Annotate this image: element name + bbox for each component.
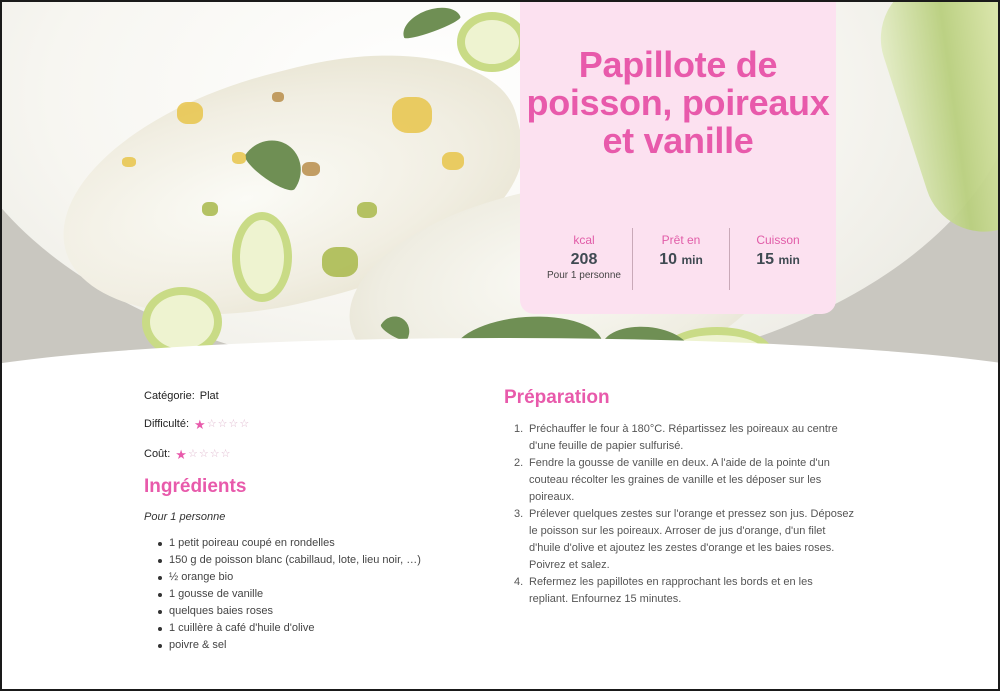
recipe-stats <box>536 228 826 290</box>
pistachio-crumb <box>177 102 203 124</box>
step-text: Prélever quelques zestes sur l'orange et pressez son jus. Déposez le poisson sur les poireaux. Arroser de jus d'orange, d'un filet d'huile d'olive et ajoutez les zestes d'orange et les baies roses. Poivrez et salez. <box>529 508 854 571</box>
stat-label: Prêt en <box>661 233 701 247</box>
pistachio-crumb <box>322 247 358 277</box>
recipe-title-card <box>520 2 836 314</box>
pistachio-crumb <box>442 152 464 170</box>
stat-label: Cuisson <box>756 233 800 247</box>
pistachio-crumb <box>232 152 246 164</box>
step-text: Préchauffer le four à 180°C. Répartissez les poireaux au centre d'une feuille de papier sulfurisé. <box>529 423 838 452</box>
step-number: 2. <box>514 457 524 469</box>
difficulty-rating <box>194 416 250 432</box>
preparation-step <box>514 506 854 574</box>
stat-number: 10 <box>659 251 677 268</box>
ingredient-item: poivre & sel <box>169 639 421 656</box>
star-empty-icon: ☆ <box>206 417 217 430</box>
star-filled-icon: ★ <box>194 416 206 432</box>
stat-value <box>536 251 632 269</box>
difficulty-label: Difficulté: <box>144 418 190 430</box>
stat-number: 15 <box>756 251 774 268</box>
star-empty-icon: ☆ <box>209 447 220 460</box>
recipe-title: Papillote de poisson, poireaux et vanille <box>526 44 830 161</box>
ingredient-item: quelques baies roses <box>169 605 421 622</box>
ingredient-item: 150 g de poisson blanc (cabillaud, lote, lieu noir, …) <box>169 554 421 571</box>
step-number: 3. <box>514 508 524 520</box>
category-label: Catégorie: <box>144 390 195 402</box>
ingredient-item: ½ orange bio <box>169 571 421 588</box>
cost-label: Coût: <box>144 448 171 460</box>
pistachio-crumb <box>302 162 320 176</box>
star-filled-icon: ★ <box>175 446 187 462</box>
stat-kcal <box>536 228 632 290</box>
stat-subtext: Pour 1 personne <box>547 270 621 281</box>
category-line <box>144 390 219 402</box>
cost-line <box>144 448 231 460</box>
stat-cook-time <box>729 228 826 290</box>
preparation-step <box>514 574 854 608</box>
pistachio-crumb <box>357 202 377 218</box>
ingredient-item: 1 gousse de vanille <box>169 588 421 605</box>
ingredients-list <box>169 537 421 656</box>
stat-label: kcal <box>573 233 595 247</box>
star-empty-icon: ☆ <box>228 417 239 430</box>
pistachio-crumb <box>272 92 284 102</box>
star-empty-icon: ☆ <box>198 447 209 460</box>
star-empty-icon: ☆ <box>239 417 250 430</box>
stat-value <box>730 251 826 269</box>
step-text: Fendre la gousse de vanille en deux. A l'aide de la pointe d'un couteau récolter les graines de vanille et les déposer sur les poireaux. <box>529 457 830 503</box>
stat-unit: min <box>778 253 800 267</box>
star-empty-icon: ☆ <box>217 417 228 430</box>
step-number: 4. <box>514 576 524 588</box>
step-number: 1. <box>514 423 524 435</box>
step-text: Refermez les papillotes en rapprochant les bords et en les repliant. Enfournez 15 minutes. <box>529 576 813 605</box>
star-empty-icon: ☆ <box>220 447 231 460</box>
ingredient-item: 1 cuillère à café d'huile d'olive <box>169 622 421 639</box>
pistachio-crumb <box>392 97 432 133</box>
hero-food-photo <box>2 2 1000 374</box>
ingredient-item: 1 petit poireau coupé en rondelles <box>169 537 421 554</box>
difficulty-line <box>144 418 250 430</box>
pistachio-crumb <box>122 157 136 167</box>
pistachio-crumb <box>202 202 218 216</box>
stat-value <box>633 251 729 269</box>
preparation-step <box>514 455 854 506</box>
servings-note: Pour 1 personne <box>144 511 226 523</box>
preparation-step <box>514 421 854 455</box>
stat-number: 208 <box>570 251 598 268</box>
category-value: Plat <box>199 390 219 402</box>
stat-unit: min <box>681 253 703 267</box>
stat-ready-time <box>632 228 729 290</box>
star-empty-icon: ☆ <box>187 447 198 460</box>
cost-rating <box>175 446 231 462</box>
preparation-heading: Préparation <box>504 387 610 408</box>
leek-ring <box>457 12 527 72</box>
ingredients-heading: Ingrédients <box>144 476 247 497</box>
preparation-steps <box>514 421 854 608</box>
leek-ring <box>232 212 292 302</box>
